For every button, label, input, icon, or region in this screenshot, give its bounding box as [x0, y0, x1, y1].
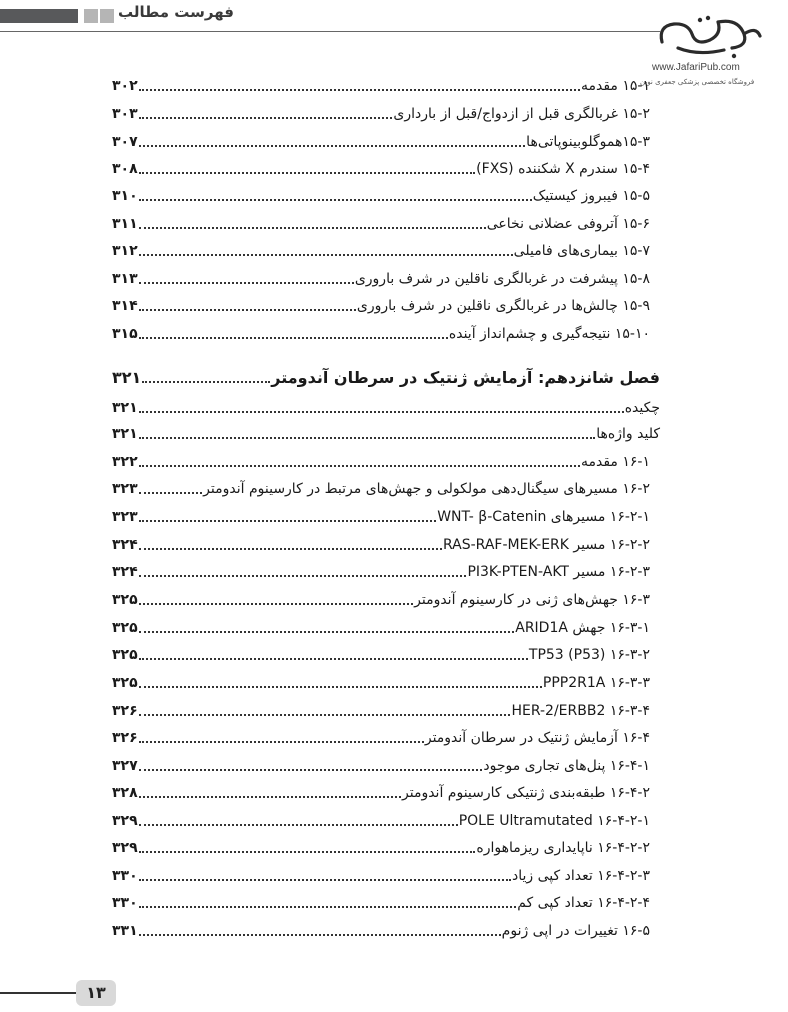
page-title: فهرست مطالب: [118, 3, 234, 21]
toc-dot-leader: [139, 575, 467, 577]
toc-dot-leader: [139, 254, 513, 256]
toc-entry-page: ۳۲۷: [112, 758, 138, 774]
toc-dot-leader: [139, 437, 596, 439]
toc-entry[interactable]: [112, 320, 650, 344]
toc-entry-title: ۱۵-۹ چالش‌ها در غربالگری ناقلین در شرف باروری: [356, 298, 650, 314]
toc-dot-leader: [139, 851, 476, 853]
toc-entry[interactable]: [112, 558, 650, 582]
chapter-heading[interactable]: [112, 364, 660, 388]
toc-entry[interactable]: [112, 752, 650, 776]
toc-entry-page: ۳۲۶: [112, 703, 138, 719]
toc-entry-page: ۳۲۹: [112, 813, 138, 829]
toc-dot-leader: [139, 631, 515, 633]
toc-entry[interactable]: [112, 182, 650, 206]
toc-entry-page: ۳۰۲: [112, 78, 138, 94]
toc-dot-leader: [142, 381, 270, 383]
toc-entry[interactable]: [112, 697, 650, 721]
toc-entry[interactable]: [112, 862, 650, 886]
toc-entry-title: ۱۵-۳هموگلوبینوپاتی‌ها: [526, 134, 650, 150]
footer-rule: [0, 992, 76, 994]
toc-entry-page: ۳۲۱: [112, 400, 138, 416]
toc-entry[interactable]: [112, 292, 650, 316]
toc-entry-page: ۳۰۷: [112, 134, 138, 150]
toc-entry-page: ۳۲۳: [112, 481, 138, 497]
toc-entry-page: ۳۱۲: [112, 243, 138, 259]
toc-entry-title: ۱۵-۲ غربالگری قبل از ازدواج/قبل از بارداری: [393, 106, 650, 122]
toc-entry-title: فصل شانزدهم: آزمایش ژنتیک در سرطان آندومتر: [271, 368, 660, 387]
toc-entry-page: ۳۲۶: [112, 730, 138, 746]
toc-entry[interactable]: [112, 724, 650, 748]
toc-entry-page: ۳۰۳: [112, 106, 138, 122]
toc-entry[interactable]: [112, 889, 650, 913]
toc-entry[interactable]: [112, 669, 650, 693]
toc-entry[interactable]: [112, 614, 650, 638]
toc-entry-page: ۳۲۲: [112, 454, 138, 470]
toc-entry[interactable]: [112, 448, 650, 472]
toc-entry[interactable]: [112, 155, 650, 179]
toc-entry-title: ۱۶-۲-۱ مسیرهای WNT- β-Catenin: [437, 509, 650, 525]
toc-entry-page: ۳۲۸: [112, 785, 138, 801]
toc-entry-page: ۳۱۳: [112, 271, 138, 287]
toc-entry-title: کلید واژه‌ها: [596, 426, 660, 442]
toc-entry-title: ۱۶-۱ مقدمه: [580, 454, 650, 470]
toc-entry[interactable]: [112, 779, 650, 803]
toc-dot-leader: [139, 172, 476, 174]
toc-entry[interactable]: [112, 72, 650, 96]
toc-dot-leader: [139, 309, 356, 311]
toc-entry-page: ۳۲۳: [112, 509, 138, 525]
toc-entry-title: ۱۵-۱۰ نتیجه‌گیری و چشم‌انداز آینده: [448, 326, 650, 342]
toc-entry-title: ۱۶-۴-۲-۴ تعداد کپی کم: [517, 895, 650, 911]
toc-dot-leader: [139, 824, 458, 826]
toc-entry-page: ۳۱۰: [112, 188, 138, 204]
page-number-badge: ۱۳: [76, 980, 116, 1006]
toc-dot-leader: [139, 658, 528, 660]
toc-dot-leader: [139, 411, 624, 413]
toc-entry-title: ۱۶-۳-۳ PPP2R1A: [542, 675, 650, 691]
toc-entry-page: ۳۲۴: [112, 564, 138, 580]
toc-entry-title: ۱۵-۵ فیبروز کیستیک: [532, 188, 650, 204]
toc-entry-title: ۱۶-۴-۱ پنل‌های تجاری موجود: [483, 758, 650, 774]
toc-entry-page: ۳۲۱: [112, 426, 138, 442]
toc-dot-leader: [139, 769, 483, 771]
toc-entry-title: ۱۶-۴-۲ طبقه‌بندی ژنتیکی کارسینوم آندومتر: [402, 785, 650, 801]
toc-entry-page: ۳۱۴: [112, 298, 138, 314]
toc-dot-leader: [139, 686, 542, 688]
toc-entry-title: ۱۶-۵ تغییرات در اپی ژنوم: [501, 923, 650, 939]
toc-entry-page: ۳۲۵: [112, 675, 138, 691]
toc-dot-leader: [139, 741, 424, 743]
toc-entry-title: ۱۵-۸ پیشرفت در غربالگری ناقلین در شرف باروری: [354, 271, 650, 287]
toc-entry-page: ۳۳۰: [112, 868, 138, 884]
toc-entry-page: ۳۱۱: [112, 216, 138, 232]
toc-entry-title: ۱۶-۴-۲-۱ POLE Ultramutated: [458, 813, 650, 829]
toc-entry-page: ۳۳۰: [112, 895, 138, 911]
toc-dot-leader: [139, 227, 486, 229]
toc-entry-title: ۱۵-۴ سندرم X شکننده (FXS): [476, 161, 650, 177]
toc-dot-leader: [139, 603, 413, 605]
toc-dot-leader: [139, 199, 532, 201]
toc-dot-leader: [139, 337, 448, 339]
toc-dot-leader: [139, 520, 437, 522]
toc-entry-page: ۳۲۴: [112, 537, 138, 553]
toc-entry[interactable]: [112, 420, 660, 444]
toc-entry-title: ۱۶-۳-۱ جهش ARID1A: [515, 620, 650, 636]
toc-dot-leader: [139, 906, 517, 908]
toc-entry[interactable]: [112, 503, 650, 527]
toc-dot-leader: [139, 89, 580, 91]
toc-entry[interactable]: [112, 586, 650, 610]
toc-dot-leader: [139, 492, 203, 494]
toc-entry[interactable]: [112, 641, 650, 665]
toc-entry-page: ۳۲۱: [112, 368, 142, 387]
toc-entry[interactable]: [112, 475, 650, 499]
toc-entry-title: ۱۶-۲ مسیرهای سیگنال‌دهی مولکولی و جهش‌های مرتبط در کارسینوم آندومتر: [203, 481, 650, 497]
toc-dot-leader: [139, 145, 526, 147]
toc-dot-leader: [139, 796, 401, 798]
toc-entry-page: ۳۲۵: [112, 647, 138, 663]
toc-entry-title: ۱۶-۲-۲ مسیر RAS-RAF-MEK-ERK: [443, 537, 650, 553]
toc-dot-leader: [139, 548, 442, 550]
toc-entry[interactable]: [112, 834, 650, 858]
toc-entry[interactable]: [112, 917, 650, 941]
toc-entry-page: ۳۲۵: [112, 620, 138, 636]
publisher-subtitle: فروشگاه تخصصی پزشکی جعفری نوین: [640, 78, 755, 86]
toc-dot-leader: [139, 117, 393, 119]
toc-dot-leader: [139, 465, 580, 467]
toc-entry-title: ۱۵-۷ بیماری‌های فامیلی: [513, 243, 650, 259]
toc-entry-page: ۳۲۹: [112, 840, 138, 856]
toc-entry-title: ۱۵-۱ مقدمه: [580, 78, 650, 94]
toc-entry[interactable]: [112, 531, 650, 555]
toc-entry-title: ۱۶-۴-۲-۳ تعداد کپی زیاد: [512, 868, 650, 884]
toc-entry[interactable]: [112, 394, 660, 418]
toc-entry-title: ۱۶-۳-۲ TP53 (P53): [528, 647, 650, 663]
toc-entry-title: چکیده: [624, 400, 660, 416]
toc-entry-title: ۱۶-۴ آزمایش ژنتیک در سرطان آندومتر: [424, 730, 650, 746]
toc-entry[interactable]: [112, 237, 650, 261]
toc-dot-leader: [139, 879, 511, 881]
toc-dot-leader: [139, 934, 501, 936]
publisher-url: www.JafariPub.com: [652, 62, 740, 73]
toc-entry-page: ۳۰۸: [112, 161, 138, 177]
toc-entry-title: ۱۶-۳-۴ HER-2/ERBB2: [511, 703, 650, 719]
toc-entry-page: ۳۱۵: [112, 326, 138, 342]
toc-entry-title: ۱۶-۳ جهش‌های ژنی در کارسینوم آندومتر: [414, 592, 650, 608]
toc-entry[interactable]: [112, 265, 650, 289]
toc-entry[interactable]: [112, 128, 650, 152]
toc-entry[interactable]: [112, 210, 650, 234]
toc-entry-title: ۱۵-۶ آتروفی عضلانی نخاعی: [486, 216, 650, 232]
toc-dot-leader: [139, 282, 354, 284]
toc-entry[interactable]: [112, 100, 650, 124]
toc-entry-page: ۳۲۵: [112, 592, 138, 608]
toc-entry-page: ۳۳۱: [112, 923, 138, 939]
toc-entry-title: ۱۶-۲-۳ مسیر PI3K-PTEN-AKT: [467, 564, 650, 580]
toc-dot-leader: [139, 714, 511, 716]
toc-entry[interactable]: [112, 807, 650, 831]
toc-entry-title: ۱۶-۴-۲-۲ ناپایداری ریزماهواره: [476, 840, 650, 856]
